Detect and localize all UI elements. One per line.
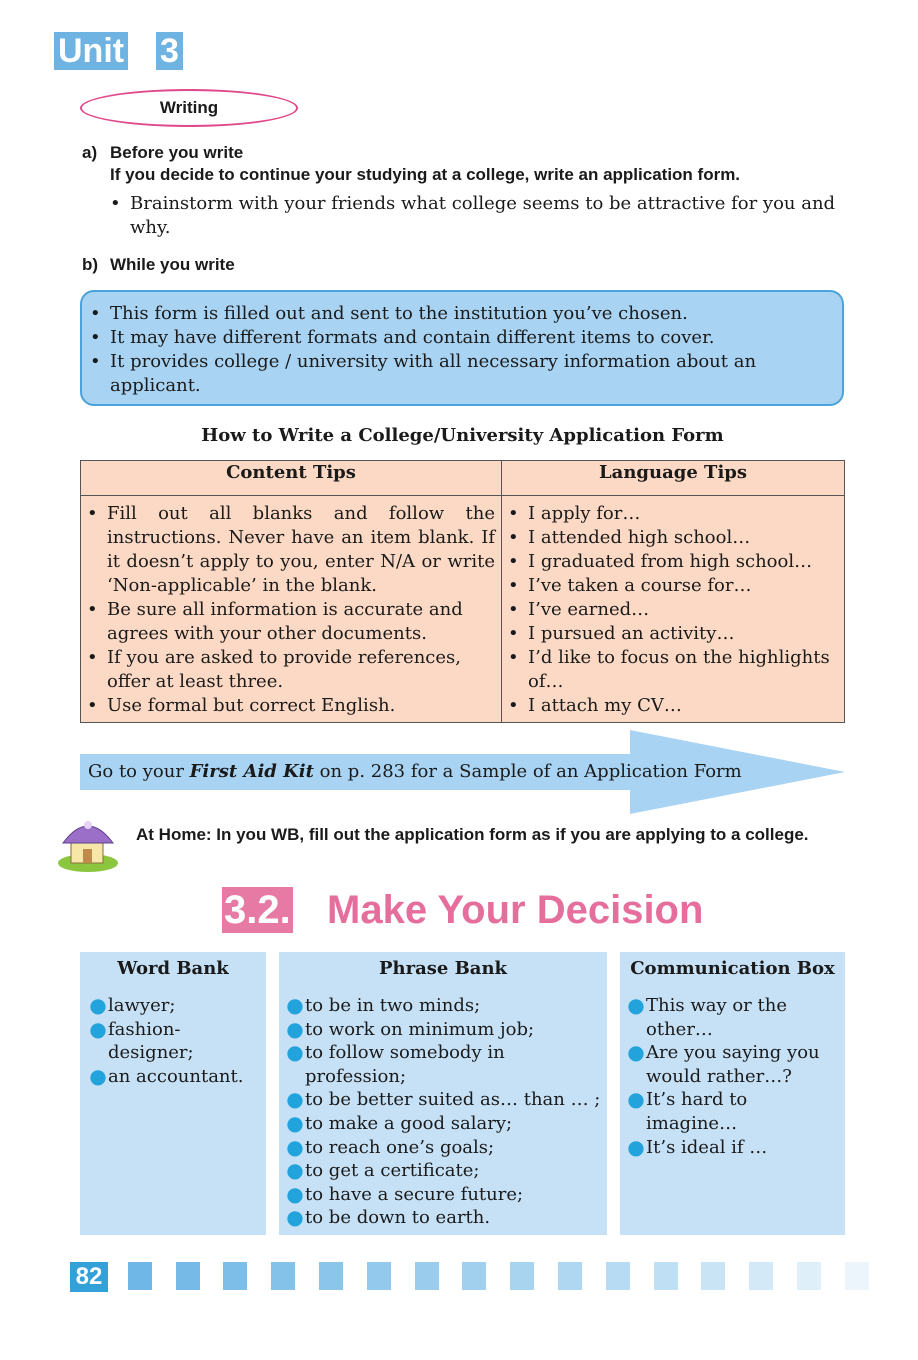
bullet-icon: ●	[286, 1134, 304, 1159]
list-item: ● to have a secure future;	[286, 1181, 524, 1206]
decor-square	[701, 1262, 725, 1290]
decor-square	[749, 1262, 773, 1290]
decor-square	[271, 1262, 295, 1290]
section-oval-writing	[80, 89, 298, 127]
bullet-icon: ●	[286, 993, 304, 1017]
list-item: • I’ve taken a course for…	[508, 575, 752, 596]
bullet-icon: •	[110, 193, 121, 214]
first-aid-kit-label: First Aid Kit	[189, 761, 314, 782]
list-item: ● to be in two minds;	[286, 993, 481, 1017]
list-item: ● to follow somebody in profession;	[286, 1040, 505, 1087]
list-item: • I’ve earned…	[508, 599, 650, 620]
decor-square	[462, 1262, 486, 1290]
list-item: ● This way or the other…	[627, 993, 787, 1040]
decor-square	[797, 1262, 821, 1290]
list-item: • Use formal but correct English.	[87, 695, 396, 716]
info-box	[80, 290, 844, 406]
tips-title: How to Write a College/University Application Form	[201, 425, 724, 446]
communication-box	[620, 952, 845, 1235]
first-aid-kit-link[interactable]: Go to your First Aid Kit on p. 283 for a Sample of an Application Form	[88, 761, 742, 782]
list-item: • I graduated from high school…	[508, 551, 813, 572]
info-item: • This form is filled out and sent to the institution you’ve chosen.	[90, 303, 688, 324]
decor-square	[510, 1262, 534, 1290]
list-item: ● It’s hard to imagine…	[627, 1087, 748, 1134]
decor-square	[176, 1262, 200, 1290]
bullet-icon: ●	[286, 1158, 304, 1183]
section-number: 3.2.	[224, 888, 291, 932]
list-item: • Be sure all information is accurate and agrees with your other documents.	[87, 599, 463, 644]
decor-square	[654, 1262, 678, 1290]
bullet-icon: ●	[286, 1016, 304, 1041]
list-item: ● to be down to earth.	[286, 1205, 491, 1230]
unit-label: Unit	[54, 32, 128, 70]
list-item: ● to make a good salary;	[286, 1110, 513, 1135]
list-item: ● Are you saying you would rather…?	[627, 1040, 820, 1087]
bullet-icon: ●	[286, 1087, 304, 1112]
list-item: • I pursued an activity…	[508, 623, 735, 644]
info-item: • It may have different formats and contain different items to cover.	[90, 327, 715, 348]
list-item: ● to reach one’s goals;	[286, 1134, 495, 1159]
part-b-label: b)	[82, 255, 99, 274]
part-a-title: Before you write	[110, 143, 244, 162]
bullet-icon: ●	[89, 993, 107, 1017]
bullet-icon: ●	[627, 1040, 645, 1065]
writing-label: Writing	[159, 98, 219, 117]
list-item: • If you are asked to provide references, offer at least three.	[87, 647, 461, 692]
list-item: ● to get a certificate;	[286, 1158, 480, 1183]
word-bank-title: Word Bank	[117, 958, 229, 979]
list-item: ● to work on minimum job;	[286, 1016, 535, 1041]
decor-square	[319, 1262, 343, 1290]
bullet-icon: ●	[89, 1016, 107, 1041]
list-item: ● lawyer;	[89, 993, 176, 1017]
bullet-icon: ●	[627, 1087, 645, 1112]
language-tips-cell	[502, 496, 845, 723]
decor-square	[223, 1262, 247, 1290]
bullet-icon: ●	[627, 1134, 645, 1159]
page-number: 82	[70, 1262, 108, 1292]
part-a-instruction: If you decide to continue your studying at a college, write an application form.	[110, 165, 741, 184]
phrase-bank-title: Phrase Bank	[378, 958, 508, 979]
list-item: • I apply for…	[508, 503, 641, 524]
decor-square	[606, 1262, 630, 1290]
list-item: ● an accountant.	[89, 1063, 244, 1088]
info-item: • It provides college / university with all necessary information about an applicant.	[90, 351, 757, 396]
tips-table	[80, 460, 845, 723]
bullet-icon: ●	[286, 1181, 304, 1206]
part-b-title: While you write	[110, 255, 235, 274]
at-home-text: At Home: In you WB, fill out the application form as if you are applying to a college.	[136, 825, 809, 844]
content-tips-cell	[81, 496, 502, 723]
bullet-icon: ●	[286, 1205, 304, 1230]
decor-square	[415, 1262, 439, 1290]
list-item: • Fill out all blanks and follow the instructions. Never have an item blank. If it doesn’t apply to you, enter N/A or write ‘Non-applicable’ in the blank.	[87, 503, 495, 596]
list-item: ● fashion-designer;	[89, 1016, 194, 1064]
content-tips-header: Content Tips	[81, 461, 502, 496]
section-title: Make Your Decision	[327, 888, 704, 932]
part-a-bullet-text: Brainstorm with your friends what college seems to be attractive for you and why.	[130, 193, 836, 238]
unit-number: 3	[156, 32, 183, 70]
part-a-bullet	[110, 192, 850, 240]
list-item: ● It’s ideal if …	[627, 1134, 768, 1159]
communication-box-title: Communication Box	[630, 958, 835, 979]
decor-square	[367, 1262, 391, 1290]
phrase-bank	[279, 952, 607, 1235]
list-item: • I attach my CV…	[508, 695, 682, 716]
decor-square	[558, 1262, 582, 1290]
list-item: ● to be better suited as… than … ;	[286, 1087, 601, 1112]
list-item: • I’d like to focus on the highlights of…	[508, 647, 830, 692]
part-a-label: a)	[82, 143, 98, 162]
language-tips-header: Language Tips	[502, 461, 845, 496]
word-bank	[80, 952, 266, 1235]
house-icon	[55, 815, 121, 873]
decor-square	[845, 1262, 869, 1290]
decor-square	[128, 1262, 152, 1290]
bullet-icon: ●	[89, 1063, 107, 1088]
bullet-icon: ●	[286, 1110, 304, 1135]
bullet-icon: ●	[627, 993, 645, 1017]
bullet-icon: ●	[286, 1040, 304, 1065]
list-item: • I attended high school…	[508, 527, 751, 548]
